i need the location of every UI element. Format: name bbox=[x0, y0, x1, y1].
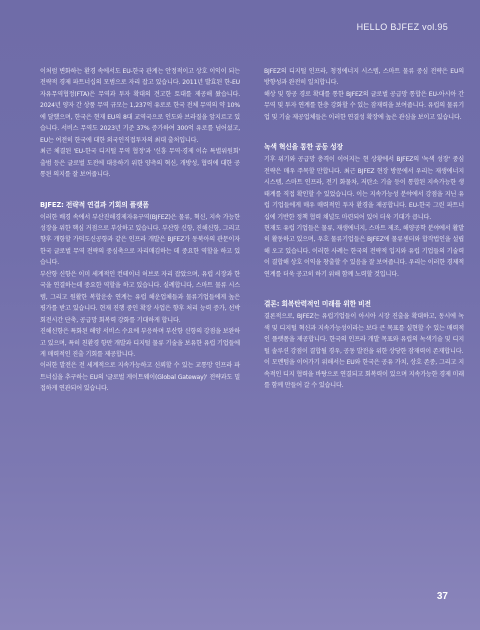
magazine-header: HELLO BJFEZ vol.95 bbox=[356, 22, 448, 32]
left-paragraph-2: 최근 체결된 'EU-한국 디지털 무역 협정'과 '신흥 무역·경제 이슈 특별위원회' 출범 등은 글로벌 도전에 대응하기 위한 양측의 혁신, 개방성, 협력에 대한 공통된 의지를 잘 보여줍니다. bbox=[40, 148, 240, 179]
right-paragraph-6: 이 모멘텀을 이어가기 위해서는 EU와 한국은 공유 가치, 상호 존중, 그리고 지속적인 디지 협력을 바탕으로 연결되고 회복력이 있으며 지속가능한 경제 미래를 함께 만들어 갈 수 있습니다. bbox=[264, 359, 464, 389]
section-heading-bjfez: BJFEZ: 전략적 연결과 기회의 플랫폼 bbox=[40, 200, 149, 209]
left-paragraph-6: 이러한 발전은 전 세계적으로 지속가능하고 신뢰할 수 있는 교통망 인프라 파트너십을 추구하는 EU의 '글로벌 게이트웨이(Global Gateway)' 전략과도 밀접하게 연관되어 있습니다. bbox=[40, 362, 240, 393]
left-paragraph-5: 진해신항은 특화된 해양 서비스 수요에 부응하며 부산항 신항의 강점을 보완하고 있으며, 특히 친환경 항만 개발과 디지털 물류 기술을 보유한 유럽 기업들에게 매력적인 진출 기회를 제공합니다. bbox=[40, 328, 240, 358]
section-heading-green-growth: 녹색 혁신을 통한 공동 성장 bbox=[264, 143, 343, 152]
left-column bbox=[40, 66, 240, 395]
right-paragraph-4: 현재도 유럽 기업들은 물류, 재생에너지, 스마트 제조, 해양공학 분야에서 활발히 활동하고 있으며, 우호 물류기업들은 BJFEZ에 물류센터와 합작법인을 설립해 오고 있습니다. 이러한 사례는 한국의 전략적 입지와 유럽 기업들의 기술력이 결합해 상호 이익을 창출할 수 있음을 잘 보여줍니다. 우리는 이러한 경제적 연계를 더욱 공고히 하기 위해 함께 노력할 것입니다. bbox=[264, 224, 464, 278]
right-paragraph-3: 기후 위기와 공급망 충격이 이어지는 현 상황에서 BJFEZ의 '녹색 성장' 중심 전략은 매우 주목할 만합니다. 최근 BJFEZ 현장 방문에서 우리는 재생에너지 시스템, 스마트 인프라, 전기 화물차, 저탄소 기술 등이 통합된 지속가능한 생태계를 직접 확인할 수 있었습니다. 이는 지속가능성 분야에서 강점을 지닌 유럽 기업들에게 매우 매력적인 투자 환경을 제공합니다. EU-한국 그린 파트너십에 기반한 정책 협력 채널도 마련되어 있어 더욱 기대가 큽니다. bbox=[264, 156, 464, 221]
left-paragraph-4: 부산항 신항은 이미 세계적인 컨테이너 허브로 자리 잡았으며, 유럽 시장과 한국을 연결하는데 중요한 역할을 하고 있습니다. 실례합니다, 스마트 물류 시스템, 그리고 원활한 복합운송 연계는 유럽 해운업체들과 물류기업들에게 높은 평가를 받고 있습니다. 현재 진행 중인 확장 사업은 향후 처리 능력 증가, 선박 회전시간 단축, 공급망 회복력 강화를 기대하게 합니다. bbox=[40, 270, 240, 324]
left-paragraph-1: 이처럼 변화하는 환경 속에서도 EU-한국 관계는 안정적이고 상호 이익이 되는 전략적 경제 파트너십의 모범으로 자리 잡고 있습니다. 2011년 발효된 한-EU 자유무역협정(FTA)은 무역과 투자 확대의 견고한 토대를 제공해 왔습니다. 2024년 양자 간 상품 무역 규모는 1,237억 유로로 한국 전체 무역의 약 10%에 달했으며, 한국은 현재 EU의 8대 교역국으로 인도와 브라질을 앞지르고 있습니다. 서비스 무역도 2023년 기준 37% 증가하여 300억 유로를 넘어섰고, EU는 여전히 한국에 대한 외국인직접투자의 최대 출처입니다. bbox=[40, 68, 240, 144]
right-paragraph-2: 해상 및 항공 경로 확대를 통한 BJFEZ의 글로벌 공급망 통합은 EU-아시아 간 무역 및 투자 연계를 한층 강화할 수 있는 잠재력을 보여줍니다. 유럽의 물류기업 및 기술 제공업체들은 이러한 연결성 확장에 높은 관심을 보이고 있습니다. bbox=[264, 90, 464, 121]
page-number: 37 bbox=[436, 591, 448, 602]
section-heading-conclusion: 결론: 회복탄력적인 미래를 위한 비전 bbox=[264, 300, 371, 309]
right-column bbox=[264, 66, 464, 391]
right-paragraph-5: 결론적으로, BJFEZ는 유럽기업들이 아시아 시장 진출을 확대하고, 동시에 녹색 및 디지털 혁신과 지속가능성이라는 보다 큰 목표를 실현할 수 있는 매력적인 플랫폼을 제공합니다. 한국의 인프라 개발 목표와 유럽의 녹색기술 및 디지털 솔루션 강점이 결합될 경우, 공동 발전을 위한 상당한 잠재력이 존재합니다. bbox=[264, 313, 464, 355]
right-paragraph-1: BJFEZ의 디지털 인프라, 청정에너지 시스템, 스마트 물류 중심 전략은 EU의 방향성과 완전히 일치합니다. bbox=[264, 68, 464, 87]
left-paragraph-3: 이러한 배경 속에서 부산진해경제자유구역(BJFEZ)은 물류, 혁신, 지속 가능한 성장을 위한 핵심 거점으로 부상하고 있습니다. 부산항 신항, 진해신항, 그리고 향후 개항할 가덕도신공항과 같은 인프라 개발은 BJFEZ가 동북아의 관문이자 한국 글로벌 무역 전략의 중심축으로 자리매김하는 데 중요한 역할을 하고 있습니다. bbox=[40, 213, 240, 267]
